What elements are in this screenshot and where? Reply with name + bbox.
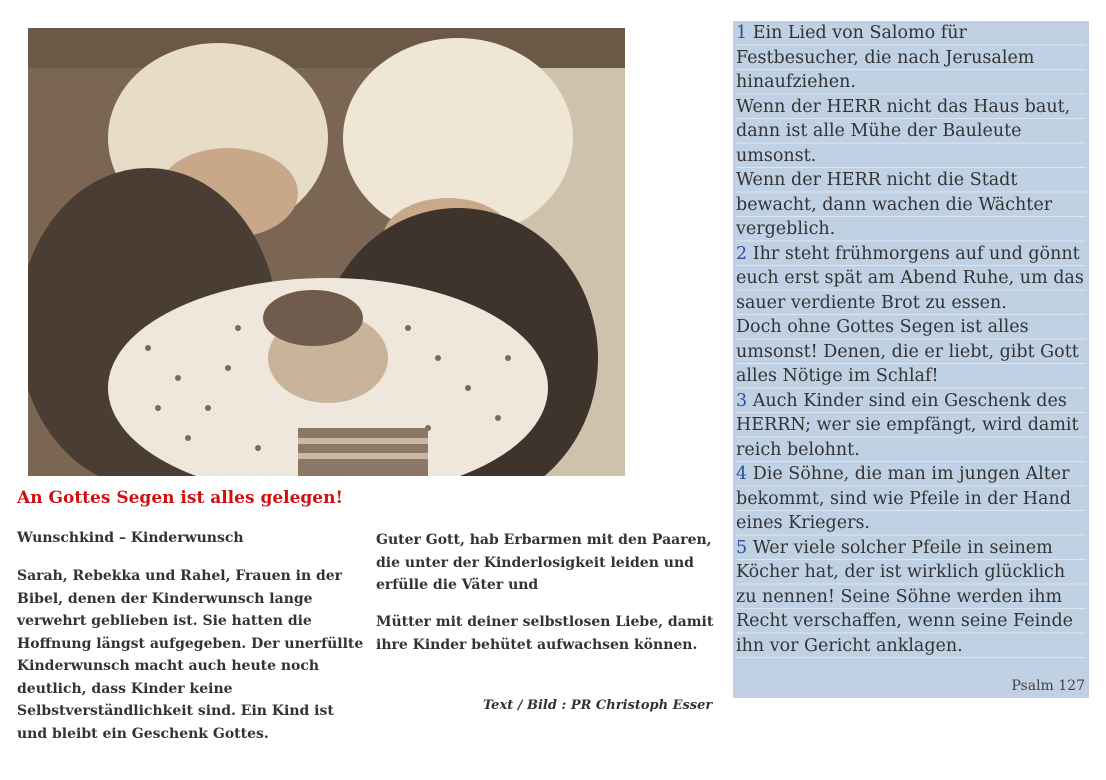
article-paragraph-1: Sarah, Rebekka und Rahel, Frauen in der Bibel, denen der Kinderwunsch lange verwehrt geblieben ist. Sie hatten die Hoffnung längst aufgegeben. Der unerfüllte Kinderwunsch macht auch heute noch deutlich, dass Kinder keine Selbstverständlichkeit sind. Ein Kind ist und bleibt ein Geschenk Gottes. bbox=[17, 568, 364, 742]
psalm-verse bbox=[736, 389, 1086, 463]
article-paragraph-3: Mütter mit deiner selbstlosen Liebe, damit ihre Kinder behütet aufwachsen können. bbox=[376, 614, 714, 653]
verse-text: Wenn der HERR nicht das Haus baut, dann ist alle Mühe der Bauleute umsonst. bbox=[736, 96, 1071, 166]
psalm-text bbox=[736, 21, 1086, 658]
psalm-reference: Psalm 127 bbox=[1011, 677, 1085, 694]
article-heading: An Gottes Segen ist alles gelegen! bbox=[17, 488, 343, 508]
psalm-verse bbox=[736, 95, 1086, 169]
article-paragraph-2: Guter Gott, hab Erbarmen mit den Paaren, die unter der Kinderlosigkeit leiden und erfülle die Väter und bbox=[376, 532, 712, 593]
verse-text: Ein Lied von Salomo für Festbesucher, die nach Jerusalem hinaufziehen. bbox=[736, 23, 1035, 92]
verse-number: 1 bbox=[736, 23, 748, 43]
psalm-verse bbox=[736, 315, 1086, 389]
psalm-verse bbox=[736, 462, 1086, 536]
article-subheading: Wunschkind – Kinderwunsch bbox=[17, 530, 244, 546]
verse-text: Doch ohne Gottes Segen ist alles umsonst! Denen, die er liebt, gibt Gott alles Nötige im Schlaf! bbox=[736, 317, 1079, 386]
verse-number: 3 bbox=[736, 390, 748, 411]
psalm-verse bbox=[736, 242, 1086, 316]
verse-text: Ihr steht frühmorgens auf und gönnt euch erst spät am Abend Ruhe, um das sauer verdiente Brot zu essen. bbox=[736, 243, 1084, 313]
verse-number: 4 bbox=[736, 464, 748, 484]
psalm-verse bbox=[736, 168, 1086, 242]
verse-text: Wenn der HERR nicht die Stadt bewacht, dann wachen die Wächter vergeblich. bbox=[736, 170, 1053, 239]
verse-number: 5 bbox=[736, 537, 748, 558]
verse-text: Wer viele solcher Pfeile in seinem Köcher hat, der ist wirklich glücklich zu nennen! Seine Söhne werden ihm Recht verschaffen, wenn seine Feinde ihn vor Gericht anklagen. bbox=[736, 537, 1074, 656]
verse-number: 2 bbox=[736, 243, 748, 264]
psalm-box bbox=[733, 21, 1089, 698]
verse-text: Auch Kinder sind ein Geschenk des HERRN; wer sie empfängt, wird damit reich belohnt. bbox=[736, 390, 1079, 460]
psalm-verse bbox=[736, 21, 1086, 95]
photo-image-icon bbox=[28, 28, 625, 476]
psalm-verse bbox=[736, 536, 1086, 659]
photo-credit: Text / Bild : PR Christoph Esser bbox=[483, 698, 713, 713]
children-photo bbox=[28, 28, 625, 476]
verse-text: Die Söhne, die man im jungen Alter bekommt, sind wie Pfeile in der Hand eines Kriegers. bbox=[736, 464, 1071, 533]
